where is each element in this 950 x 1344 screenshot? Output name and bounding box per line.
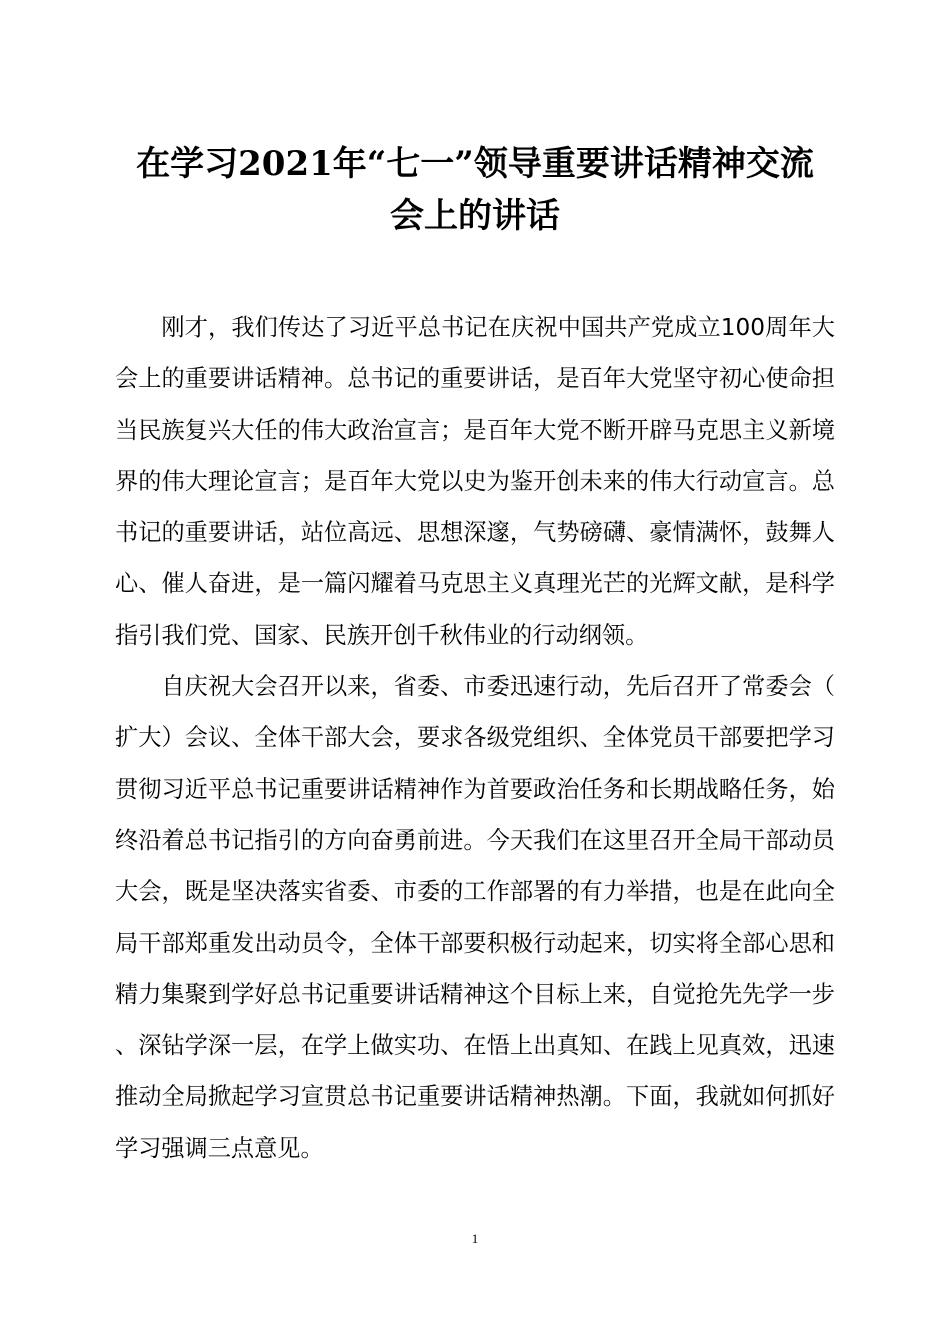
title-line-1: 在学习2021年“七一”领导重要讲话精神交流 bbox=[136, 144, 814, 184]
paragraph-2: 自庆祝大会召开以来，省委、市委迅速行动，先后召开了常委会（扩大）会议、全体干部大会，要求各级党组织、全体党员干部要把学习贯彻习近平总书记重要讲话精神作为首要政治任务和长期战略任务，始终沿着总书记指引的方向奋勇前进。今天我们在这里召开全局干部动员大会，既是坚决落实省委、市委的工作部署的有力举措，也是在此向全局干部郑重发出动员令，全体干部要积极行动起来，切实将全部心思和精力集聚到学好总书记重要讲话精神这个目标上来，自觉抢先先学一步、深钻学深一层，在学上做实功、在悟上出真知、在践上见真效，迅速推动全局掀起学习宣贯总书记重要讲话精神热潮。下面，我就如何抓好学习强调三点意见。 bbox=[115, 673, 835, 1162]
title-line-2: 会上的讲话 bbox=[390, 196, 560, 236]
page-number: 1 bbox=[471, 1231, 479, 1246]
paragraph-1: 刚才，我们传达了习近平总书记在庆祝中国共产党成立100周年大会上的重要讲话精神。总书记的重要讲话，是百年大党坚守初心使命担当民族复兴大任的伟大政治宣言；是百年大党不断开辟马克思主义新境界的伟大理论宣言；是百年大党以史为鉴开创未来的伟大行动宣言。总书记的重要讲话，站位高远、思想深邃，气势磅礴、豪情满怀，鼓舞人心、催人奋进，是一篇闪耀着马克思主义真理光芒的光辉文献，是科学指引我们党、国家、民族开创千秋伟业的行动纲领。 bbox=[115, 314, 835, 649]
document-title bbox=[100, 138, 850, 242]
document-body bbox=[115, 302, 835, 1174]
